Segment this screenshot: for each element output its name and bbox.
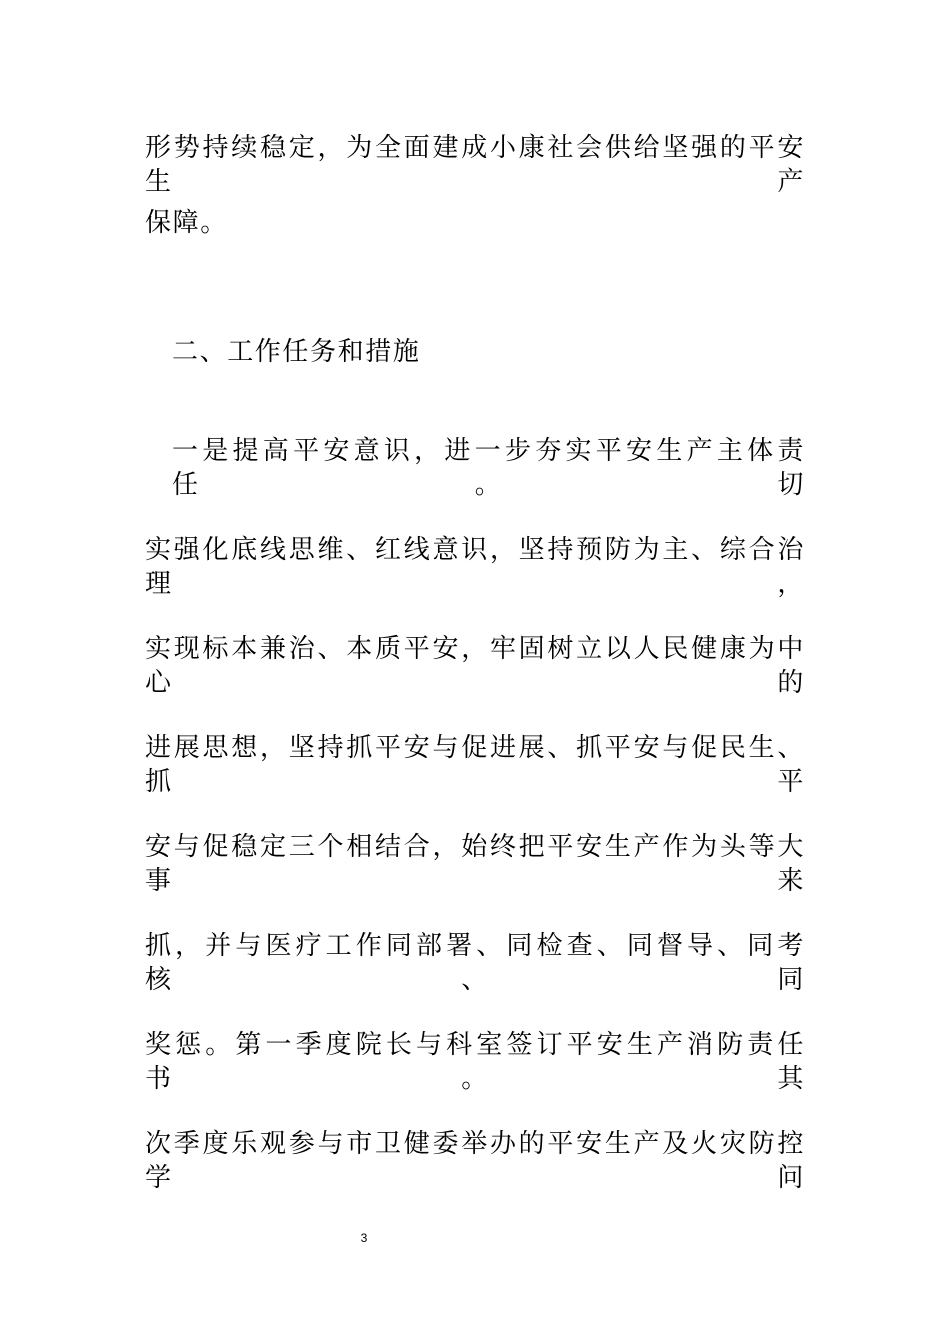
paragraph-line: 抓，并与医疗工作同部署、同检查、同督导、同考核、同 [145,931,805,995]
paragraph-line: 实强化底线思维、红线意识，坚持预防为主、综合治理， [145,535,805,599]
paragraph-line: 保障。 [145,208,228,238]
paragraph-line: 次季度乐观参与市卫健委举办的平安生产及火灾防控学问 [145,1129,805,1193]
section-heading: 二、工作任务和措施 [172,337,421,367]
paragraph-line: 进展思想，坚持抓平安与促进展、抓平安与促民生、抓平 [145,733,805,797]
paragraph-line: 一是提高平安意识，进一步夯实平安生产主体责任。切 [172,436,805,500]
paragraph-line: 安与促稳定三个相结合，始终把平安生产作为头等大事来 [145,832,805,896]
paragraph-line: 奖惩。第一季度院长与科室签订平安生产消防责任书。其 [145,1030,805,1094]
paragraph-line: 形势持续稳定，为全面建成小康社会供给坚强的平安生产 [145,133,805,197]
paragraph-line: 实现标本兼治、本质平安，牢固树立以人民健康为中心的 [145,634,805,698]
page-number: 3 [360,1231,368,1245]
